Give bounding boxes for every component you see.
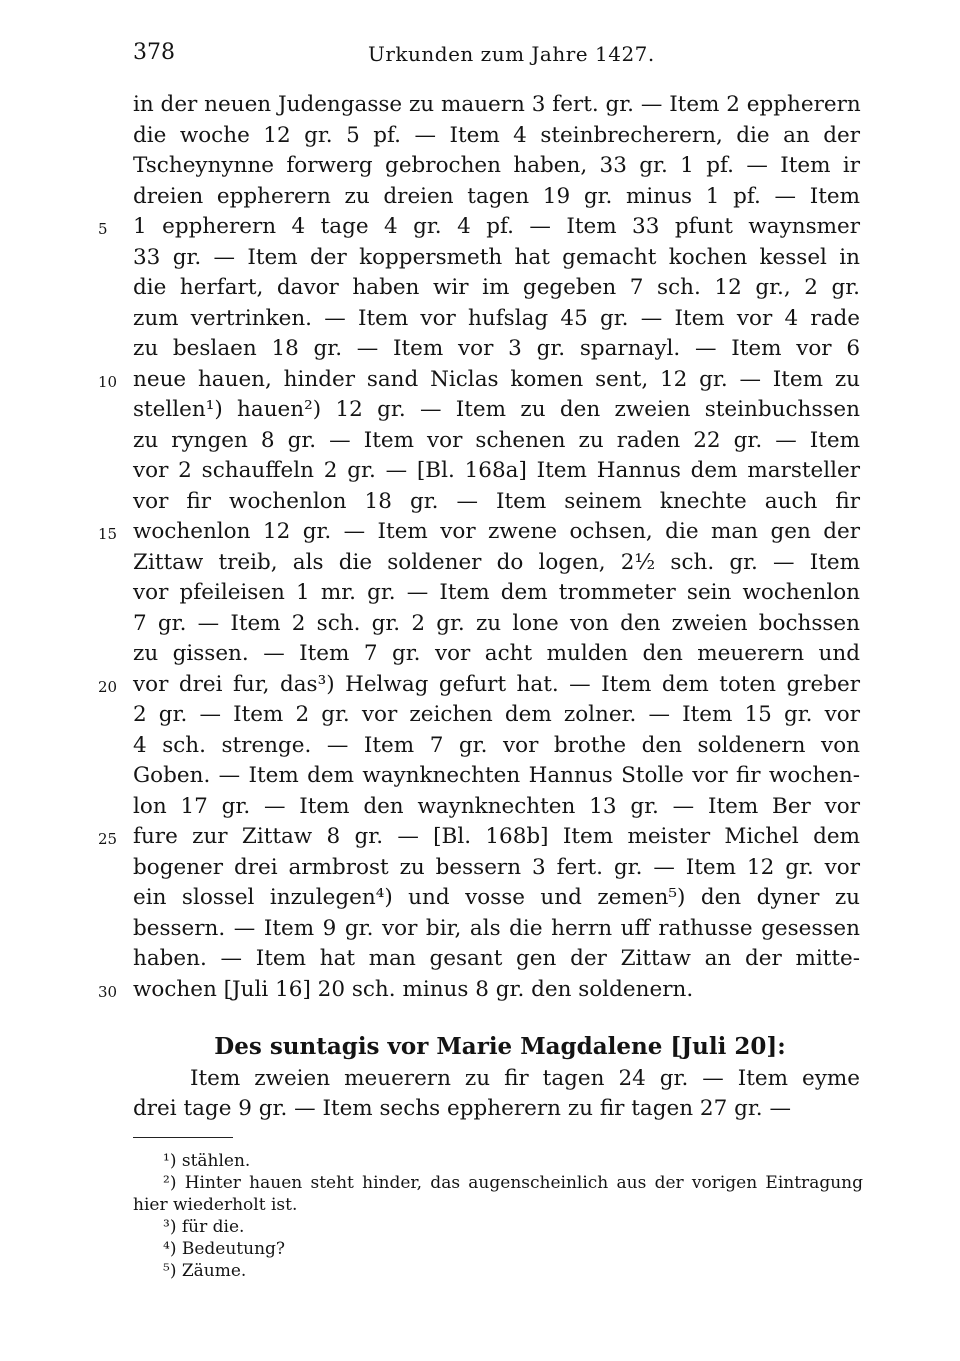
text-line xyxy=(0,822,960,853)
line-text: wochen [Juli 16] 20 sch. minus 8 gr. den soldenern. xyxy=(133,976,694,1002)
line-text: in der neuen Judengasse zu mauern 3 fert. gr. — Item 2 eppherern xyxy=(133,92,861,117)
line-text: die woche 12 gr. 5 pf. — Item 4 steinbrecherern, die an der xyxy=(133,122,860,148)
text-line xyxy=(0,700,960,731)
text-line xyxy=(0,487,960,518)
text-line xyxy=(0,182,960,213)
footnote: ⁵) Zäume. xyxy=(163,1261,247,1281)
line-text: zu beslaen 18 gr. — Item vor 3 gr. sparnayl. — Item vor 6 xyxy=(133,336,860,361)
text-line xyxy=(0,548,960,579)
footnotes xyxy=(133,1150,863,1282)
line-text: 1 eppherern 4 tage 4 gr. 4 pf. — Item 33 pfunt waynsmer xyxy=(133,214,860,239)
line-text: vor fir wochenlon 18 gr. — Item seinem knechte auch fir xyxy=(133,488,860,514)
line-text: 33 gr. — Item der koppersmeth hat gemacht kochen kessel in xyxy=(133,244,860,270)
text-line xyxy=(0,792,960,823)
text-line xyxy=(0,944,960,975)
section-line-text: drei tage 9 gr. — Item sechs eppherern zu fir tagen 27 gr. — xyxy=(133,1096,791,1121)
line-text: vor drei fur, das³) Helwag gefurt hat. — Item dem toten greber xyxy=(133,671,860,697)
line-text: Goben. — Item dem waynknechten Hannus Stolle vor fir wochen- xyxy=(133,763,860,788)
text-line xyxy=(0,304,960,335)
line-text: zu gissen. — Item 7 gr. vor acht mulden den meuerern und xyxy=(133,641,860,666)
section-line xyxy=(0,1064,960,1094)
line-number: 10 xyxy=(98,372,118,391)
text-line xyxy=(0,883,960,914)
text-line xyxy=(0,243,960,274)
page-header xyxy=(0,40,960,70)
footnote-rule xyxy=(133,1137,233,1138)
text-line xyxy=(0,273,960,304)
line-text: Tscheynynne forwerg gebrochen haben, 33 gr. 1 pf. — Item ir xyxy=(133,153,860,178)
line-text: vor pfeileisen 1 mr. gr. — Item dem trommeter sein wochenlon xyxy=(133,580,860,605)
line-text: dreien eppherern zu dreien tagen 19 gr. minus 1 pf. — Item xyxy=(133,183,860,209)
line-text: bessern. — Item 9 gr. vor bir, als die herrn uff rathusse gesessen xyxy=(133,915,860,941)
text-line xyxy=(0,395,960,426)
text-line xyxy=(0,151,960,182)
text-line xyxy=(0,121,960,152)
text-line xyxy=(0,975,960,1006)
section xyxy=(0,1030,960,1124)
text-line xyxy=(0,578,960,609)
footnote-continuation: hier wiederholt ist. xyxy=(133,1195,298,1215)
line-text: Zittaw treib, als die soldener do logen, 2½ sch. gr. — Item xyxy=(133,549,860,575)
footnote: ¹) stählen. xyxy=(163,1151,251,1171)
line-number: 20 xyxy=(98,677,118,696)
text-line xyxy=(0,670,960,701)
text-line xyxy=(0,853,960,884)
line-text: wochenlon 12 gr. — Item vor zwene ochsen, die man gen der xyxy=(133,519,860,544)
line-text: ein slossel inzulegen⁴) und vosse und zemen⁵) den dyner zu xyxy=(133,885,860,910)
footnote: ²) Hinter hauen steht hinder, das augenscheinlich aus der vorigen Eintragung xyxy=(163,1173,863,1193)
line-text: stellen¹) hauen²) 12 gr. — Item zu den zweien steinbuchssen xyxy=(133,397,860,422)
text-line xyxy=(0,456,960,487)
line-text: lon 17 gr. — Item den waynknechten 13 gr. — Item Ber vor xyxy=(133,793,860,819)
section-heading: Des suntagis vor Marie Magdalene [Juli 20]: xyxy=(214,1033,786,1060)
text-line xyxy=(0,609,960,640)
text-line xyxy=(0,426,960,457)
text-line xyxy=(0,914,960,945)
line-text: zu ryngen 8 gr. — Item vor schenen zu raden 22 gr. — Item xyxy=(133,427,860,453)
line-number: 5 xyxy=(98,220,108,238)
line-text: 2 gr. — Item 2 gr. vor zeichen dem zolner. — Item 15 gr. vor xyxy=(133,702,860,727)
line-number: 15 xyxy=(98,525,118,543)
text-line xyxy=(0,334,960,365)
text-line xyxy=(0,90,960,121)
document-body xyxy=(0,90,960,1005)
line-text: 4 sch. strenge. — Item 7 gr. vor brothe den soldenern von xyxy=(133,732,860,758)
line-text: zum vertrinken. — Item vor hufslag 45 gr. — Item vor 4 rade xyxy=(133,305,860,331)
text-line xyxy=(0,761,960,792)
line-text: 7 gr. — Item 2 sch. gr. 2 gr. zu lone von den zweien bochssen xyxy=(133,610,860,636)
text-line xyxy=(0,517,960,548)
footnote: ³) für die. xyxy=(163,1217,245,1237)
page-number: 378 xyxy=(133,40,175,65)
section-line-text: Item zweien meuerern zu fir tagen 24 gr. — Item eyme xyxy=(190,1066,860,1091)
line-text: vor 2 schauffeln 2 gr. — [Bl. 168a] Item Hannus dem marsteller xyxy=(133,458,860,483)
line-number: 25 xyxy=(98,830,118,848)
text-line xyxy=(0,639,960,670)
line-number: 30 xyxy=(98,982,118,1001)
text-line xyxy=(0,365,960,396)
line-text: bogener drei armbrost zu bessern 3 fert. gr. — Item 12 gr. vor xyxy=(133,854,860,880)
line-text: haben. — Item hat man gesant gen der Zittaw an der mitte- xyxy=(133,946,860,971)
line-text: die herfart, davor haben wir im gegeben 7 sch. 12 gr., 2 gr. xyxy=(133,275,860,300)
footnote: ⁴) Bedeutung? xyxy=(163,1239,286,1259)
running-title: Urkunden zum Jahre 1427. xyxy=(368,42,655,66)
line-text: neue hauen, hinder sand Niclas komen sent, 12 gr. — Item zu xyxy=(133,366,860,392)
text-line xyxy=(0,212,960,243)
text-line xyxy=(0,731,960,762)
section-line xyxy=(0,1094,960,1124)
line-text: fure zur Zittaw 8 gr. — [Bl. 168b] Item meister Michel dem xyxy=(133,824,860,849)
